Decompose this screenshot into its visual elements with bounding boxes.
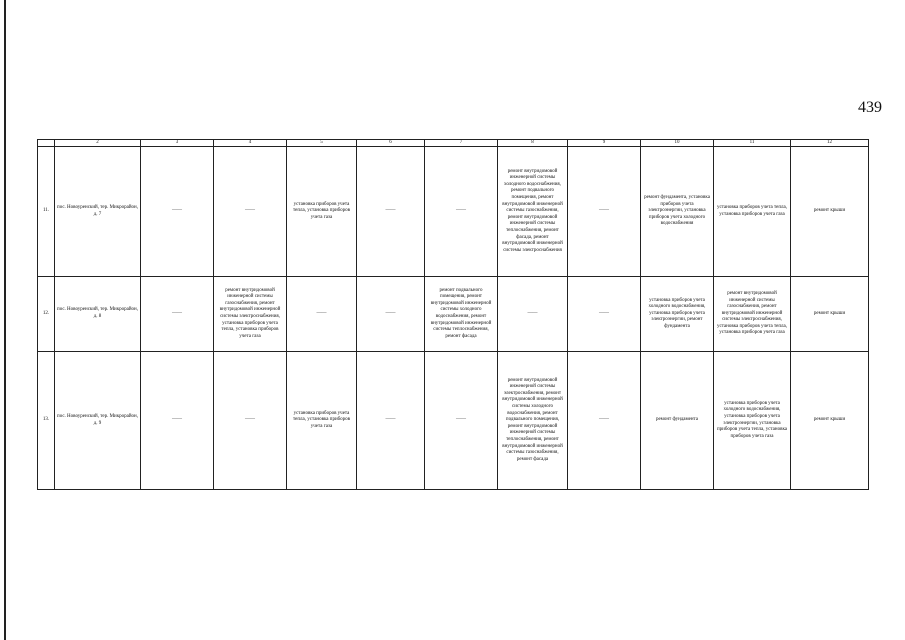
table-cell: —— bbox=[214, 147, 287, 277]
table-cell: ремонт фундамента, установка приборов учета электроэнергии, установка приборов учета холодного водоснабжения bbox=[641, 147, 714, 277]
table-row bbox=[38, 352, 869, 490]
column-number-row bbox=[38, 140, 869, 147]
table-cell: ремонт внутридомовой инженерной системы газоснабжения, ремонт внутридомовой инженерной системы электроснабжения, установка приборов учета тепла, установка приборов учета газа bbox=[214, 277, 287, 352]
table-cell: установка приборов учета холодного водоснабжения, установка приборов учета электроэнергии, ремонт фундамента bbox=[641, 277, 714, 352]
column-number: 4 bbox=[214, 140, 287, 147]
table-cell: —— bbox=[498, 277, 568, 352]
table-cell: —— bbox=[214, 352, 287, 490]
column-number bbox=[38, 140, 55, 147]
column-number: 12 bbox=[791, 140, 869, 147]
table-cell: ремонт крыши bbox=[791, 277, 869, 352]
table-row bbox=[38, 277, 869, 352]
table-row bbox=[38, 147, 869, 277]
table-cell: установка приборов учета тепла, установка приборов учета газа bbox=[287, 147, 357, 277]
table-cell: —— bbox=[141, 352, 214, 490]
table-cell: ремонт внутридомовой инженерной системы холодного водоснабжения, ремонт подвального помещения, ремонт внутридомовой инженерной системы газоснабжения, ремонт внутридомовой инженерной системы теплоснабжения, ремонт фасада, ремонт внутридомовой инженерной системы электроснабжения bbox=[498, 147, 568, 277]
table-cell: установка приборов учета холодного водоснабжения, установка приборов учета электроэнергии, установка приборов учета тепла, установка приборов учета газа bbox=[714, 352, 791, 490]
row-number: 12. bbox=[38, 277, 55, 352]
table-cell: —— bbox=[425, 147, 498, 277]
table-cell: —— bbox=[568, 147, 641, 277]
column-number: 8 bbox=[498, 140, 568, 147]
address-cell: пос. Новоуренский, тер. Микрорайон, д. 8 bbox=[55, 277, 141, 352]
table-cell: ремонт внутридомовой инженерной системы электроснабжения, ремонт внутридомовой инженерной системы холодного водоснабжения, ремонт подвального помещения, ремонт внутридомовой инженерной системы теплоснабжения, ремонт внутридомовой инженерной системы газоснабжения, ремонт фасада bbox=[498, 352, 568, 490]
table-cell: ремонт крыши bbox=[791, 147, 869, 277]
table-cell: —— bbox=[357, 352, 425, 490]
table-cell: —— bbox=[568, 277, 641, 352]
repair-schedule-table bbox=[37, 139, 869, 490]
address-cell: пос. Новоуренский, тер. Микрорайон, д. 7 bbox=[55, 147, 141, 277]
table-cell: —— bbox=[141, 277, 214, 352]
table-cell: —— bbox=[357, 277, 425, 352]
table-cell: ремонт крыши bbox=[791, 352, 869, 490]
table-cell: ремонт фундамента bbox=[641, 352, 714, 490]
row-number: 13. bbox=[38, 352, 55, 490]
page-edge-rule bbox=[4, 0, 6, 640]
address-cell: пос. Новоуренский, тер. Микрорайон, д. 9 bbox=[55, 352, 141, 490]
column-number: 9 bbox=[568, 140, 641, 147]
table-cell: —— bbox=[357, 147, 425, 277]
column-number: 11 bbox=[714, 140, 791, 147]
table-cell: ремонт подвального помещения, ремонт внутридомовой инженерной системы холодного водоснабжения, ремонт внутридомовой инженерной системы теплоснабжения, ремонт фасада bbox=[425, 277, 498, 352]
column-number: 5 bbox=[287, 140, 357, 147]
table-cell: —— bbox=[141, 147, 214, 277]
row-number: 11. bbox=[38, 147, 55, 277]
table-cell: установка приборов учета тепла, установка приборов учета газа bbox=[714, 147, 791, 277]
table-cell: —— bbox=[287, 277, 357, 352]
table-cell: —— bbox=[425, 352, 498, 490]
column-number: 2 bbox=[55, 140, 141, 147]
column-number: 7 bbox=[425, 140, 498, 147]
column-number: 10 bbox=[641, 140, 714, 147]
page-number: 439 bbox=[858, 99, 882, 116]
table-cell: установка приборов учета тепла, установка приборов учета газа bbox=[287, 352, 357, 490]
column-number: 6 bbox=[357, 140, 425, 147]
table-cell: ремонт внутридомовой инженерной системы газоснабжения, ремонт внутридомовой инженерной системы электроснабжения, установка приборов учета тепла, установка приборов учета газа bbox=[714, 277, 791, 352]
column-number: 3 bbox=[141, 140, 214, 147]
table-cell: —— bbox=[568, 352, 641, 490]
